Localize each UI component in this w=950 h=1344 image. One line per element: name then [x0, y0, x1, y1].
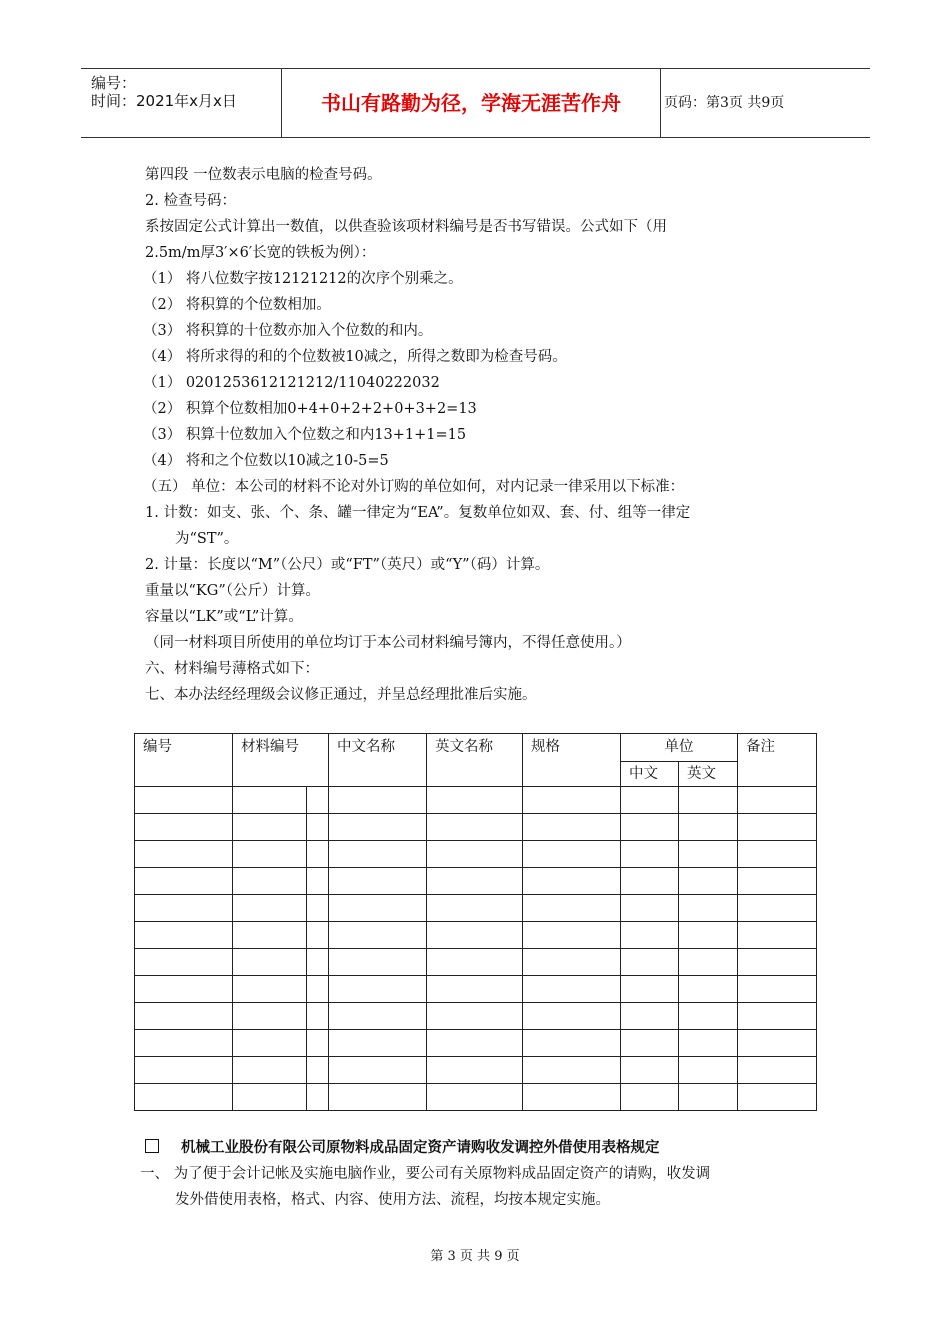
body-line: （2） 积算个位数相加0+4+0+2+2+0+3+2=13	[143, 401, 477, 417]
table-row	[135, 1057, 817, 1084]
body-line: 2. 检查号码：	[145, 193, 236, 209]
body-line: （4） 将和之个位数以10减之10-5=5	[143, 453, 389, 469]
body-line: （4） 将所求得的和的个位数被10减之，所得之数即为检查号码。	[143, 349, 567, 365]
body-line: （3） 积算十位数加入个位数之和内13+1+1=15	[143, 427, 467, 443]
header-english-name: 英文名称	[427, 734, 523, 787]
body-line: （同一材料项目所使用的单位均订于本公司材料编号簿内，不得任意使用。）	[145, 635, 631, 651]
page-header	[81, 68, 870, 138]
body-line: 七、本办法经经理级会议修正通过，并呈总经理批准后实施。	[145, 687, 537, 703]
body-line: （1） 将八位数字按12121212的次序个别乘之。	[143, 271, 463, 287]
checkbox-square-icon	[145, 1139, 159, 1153]
header-chinese-name: 中文名称	[329, 734, 427, 787]
material-code-form-table	[134, 733, 817, 1111]
table-row	[135, 949, 817, 976]
table-row	[135, 1030, 817, 1057]
header-spec: 规格	[523, 734, 621, 787]
page-footer: 第 3 页 共 9 页	[430, 1249, 520, 1264]
header-unit: 单位	[621, 734, 738, 762]
body-line: 系按固定公式计算出一数值，以供查验该项材料编号是否书写错误。公式如下（用	[145, 219, 667, 235]
header-unit-chinese: 中文	[621, 762, 679, 787]
section-title-text: 机械工业股份有限公司原物料成品固定资产请购收发调控外借使用表格规定	[181, 1140, 660, 1156]
header-material-code: 材料编号	[233, 734, 329, 787]
body-line: 第四段 一位数表示电脑的检查号码。	[145, 167, 382, 183]
table-row	[135, 1003, 817, 1030]
table-row	[135, 841, 817, 868]
body-line: （五） 单位：本公司的材料不论对外订购的单位如何，对内记录一律采用以下标准：	[143, 479, 685, 495]
body-line: 2.5m/m厚3′×6′长宽的铁板为例）：	[145, 245, 376, 261]
body-line: （3） 将积算的十位数亦加入个位数的和内。	[143, 323, 433, 339]
section-title	[145, 1135, 825, 1161]
table-row	[135, 976, 817, 1003]
body-line: 重量以“KG”（公斤）计算。	[145, 583, 320, 599]
regulation-section	[140, 1135, 825, 1213]
body-line: 六、材料编号薄格式如下：	[145, 661, 319, 677]
body-line: （1） 0201253612121212/11040222032	[143, 375, 440, 391]
body-line: 为“ST”。	[175, 531, 239, 547]
body-line: （2） 将积算的个位数相加。	[143, 297, 331, 313]
header-slogan: 书山有路勤为径，学海无涯苦作舟	[282, 69, 661, 137]
section-paragraph-line: 发外借使用表格，格式、内容、使用方法、流程，均按本规定实施。	[175, 1192, 610, 1208]
document-number-label: 编号：	[91, 74, 137, 92]
header-page-code	[664, 69, 870, 137]
table-row	[135, 895, 817, 922]
section-paragraph-line: 一、 为了便于会计记帐及实施电脑作业，要公司有关原物料成品固定资产的请购，收发调	[140, 1166, 711, 1182]
header-number: 编号	[135, 734, 233, 787]
table-row	[135, 814, 817, 841]
body-line: 2. 计量：长度以“M”（公尺）或“FT”（英尺）或“Y”（码）计算。	[145, 557, 550, 573]
table-row	[135, 787, 817, 814]
header-left-cell	[81, 69, 282, 137]
table-row	[135, 868, 817, 895]
body-line: 容量以“LK”或“L”计算。	[145, 609, 303, 625]
header-unit-english: 英文	[679, 762, 738, 787]
header-remark: 备注	[738, 734, 817, 787]
table-row	[135, 922, 817, 949]
body-line: 1. 计数：如支、张、个、条、罐一律定为“EA”。复数单位如双、套、付、组等一律定	[145, 505, 691, 521]
table-row	[135, 1084, 817, 1111]
document-body	[145, 162, 815, 708]
page-code-text: 页码：第3页 共9页	[664, 95, 785, 111]
document-time-label: 时间：2021年x月x日	[91, 92, 237, 110]
